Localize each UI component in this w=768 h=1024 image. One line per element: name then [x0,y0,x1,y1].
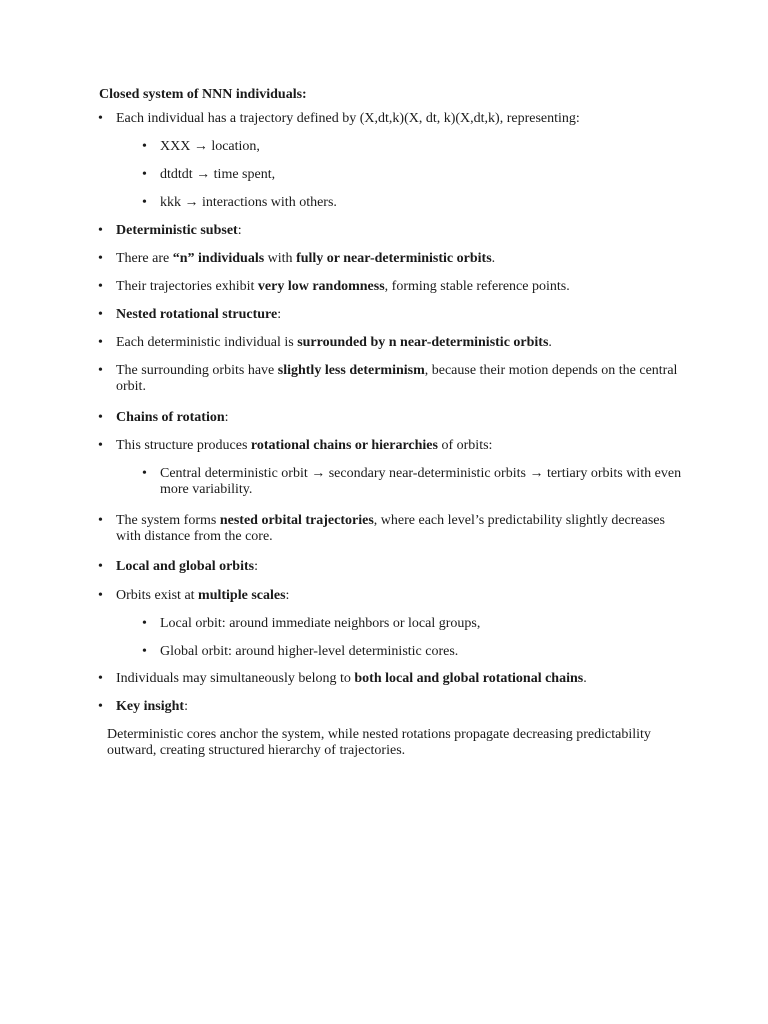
bullet-icon: • [98,671,103,686]
text-run: . [548,335,552,350]
bold-text: multiple scales [198,588,286,603]
bold-text: nested orbital trajectories [219,513,374,528]
text-run: : [237,223,242,238]
bullet-icon: • [142,167,147,182]
text-run: kkk → interactions with others. [160,195,337,210]
text-run: The surrounding orbits have [116,363,278,378]
bullet-icon: • [98,335,103,350]
text-run: : [285,588,290,603]
text-run: Individuals may simultaneously belong to [116,671,355,686]
bullet-icon: • [98,438,103,453]
list-item [98,223,691,239]
sub-list-item [142,644,690,660]
key-insight-paragraph: Deterministic cores anchor the system, while nested rotations propagate decreasing predictability outward, creating structured hierarchy of trajectories. [107,727,651,758]
text-run: This structure produces [116,438,251,453]
document-heading: Closed system of NNN individuals: [99,87,307,102]
text-run: Their trajectories exhibit [116,279,258,294]
bold-text: surrounded by n near-deterministic orbits [297,335,549,350]
bullet-icon: • [98,559,103,574]
sub-list-item [142,616,690,632]
text-run: There are [116,251,173,266]
sub-list-item [142,139,690,155]
list-item [98,438,691,454]
text-run: with [264,251,297,266]
sub-list-item [142,195,690,211]
bullet-icon: • [98,513,103,528]
bold-text: fully or near-deterministic orbits [296,251,492,266]
bullet-icon: • [142,644,147,659]
list-item [98,559,691,575]
text-run: . [583,671,587,686]
bold-text: both local and global rotational chains [354,671,584,686]
text-run: XXX → location, [160,139,260,154]
list-item [98,251,691,267]
bullet-icon: • [98,251,103,266]
text-run: Central deterministic orbit → secondary near-deterministic orbits → tertiary orbits with even more variability. [160,466,682,497]
bullet-icon: • [98,223,103,238]
bullet-icon: • [98,363,103,378]
bold-text: Deterministic subset [116,223,238,238]
text-run: dtdtdt → time spent, [160,167,276,182]
bold-text: “n” individuals [172,251,265,266]
bullet-icon: • [142,466,147,481]
bold-text: very low randomness [257,279,385,294]
text-run: Each deterministic individual is [116,335,298,350]
text-run: : [224,410,229,425]
list-item [98,363,691,395]
bold-text: Nested rotational structure [116,307,278,322]
bullet-icon: • [98,279,103,294]
list-item [98,671,691,687]
list-item [98,410,691,426]
list-item [98,307,691,323]
bullet-icon: • [98,410,103,425]
text-run: : [277,307,282,322]
text-run: Local orbit: around immediate neighbors or local groups, [160,616,481,631]
list-item [98,279,691,295]
text-run: . [491,251,496,266]
bold-text: rotational chains or hierarchies [250,438,438,453]
bold-text: Chains of rotation [116,410,225,425]
text-run: , forming stable reference points. [384,279,570,294]
text-run: Orbits exist at [116,588,199,603]
text-run: , because their motion depends on the central orbit. [116,363,678,394]
bullet-icon: • [98,307,103,322]
text-run: The system forms [116,513,220,528]
bullet-icon: • [142,195,147,210]
text-run: : [254,559,258,574]
bullet-icon: • [142,139,147,154]
bullet-icon: • [98,699,103,714]
bold-text: slightly less determinism [277,363,425,378]
bold-text: Local and global orbits [116,559,255,574]
bullet-icon: • [142,616,147,631]
bullet-icon: • [98,588,103,603]
list-item [98,335,691,351]
bullet-icon: • [98,111,103,126]
text-run: : [184,699,188,714]
sub-list-item [142,466,690,498]
list-item [98,699,691,715]
list-item [98,588,691,604]
text-run: of orbits: [437,438,493,453]
text-run: Each individual has a trajectory defined by (X,dt,k)(X, dt, k)(X,dt,k), representing: [116,111,580,126]
list-item [98,111,691,127]
sub-list-item [142,167,690,183]
list-item [98,513,691,545]
text-run: , where each level’s predictability slightly decreases with distance from the core. [116,513,665,544]
text-run: Global orbit: around higher-level deterministic cores. [160,644,459,659]
bold-text: Key insight [116,699,185,714]
